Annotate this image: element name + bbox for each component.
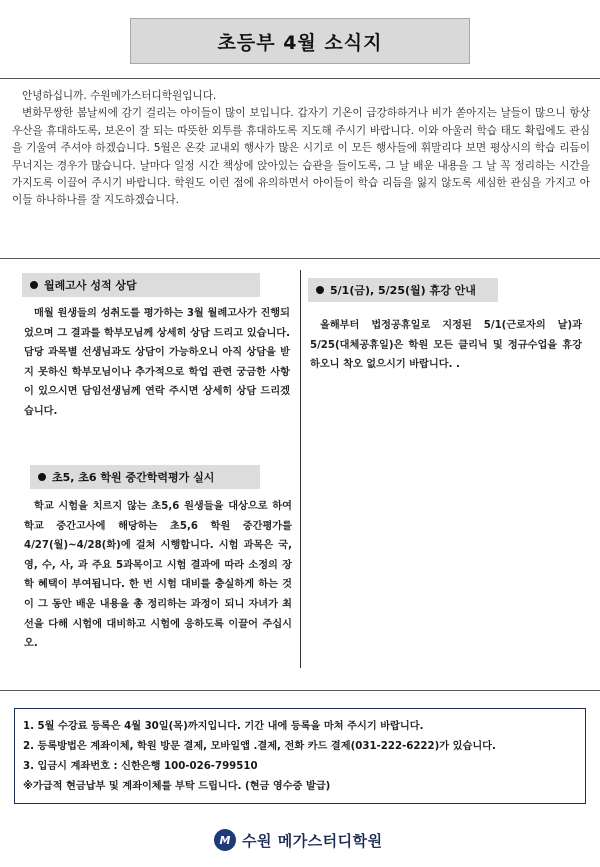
- section-monthly-body: [24, 304, 290, 422]
- notice-line-account: 3. 입금시 계좌번호 : 신한은행 100-026-799510: [23, 761, 258, 772]
- academy-logo: [214, 826, 383, 854]
- registration-notice-box: [14, 708, 586, 804]
- bullet-icon: [316, 286, 324, 294]
- intro-body: 변화무쌍한 봄날씨에 감기 걸리는 아이들이 많이 보입니다. 갑자기 기온이 급강하하거나 비가 쏟아지는 날들이 많으니 항상 우산을 휴대하도록, 보온이 잘 되는 따뜻한 외투를 휴대하도록 지도해 주시기 바랍니다. 이와 아울러 학습 태도 확립에도 관심을 기울여 주셔야 하겠습니다. 5월은 온갖 교내외 행사가 많은 시기로 이 모든 행사들에 휘말리다 보면 평상시의 학습 리듬이 무너지는 경우가 많습니다. 날마다 일정 시간 책상에 앉아있는 습관을 들이도록, 그 날 배운 내용을 그 날 꼭 정리하는 시간을 가지도록 이끌어 주시기 바랍니다. 학원도 이런 점에 유의하면서 아이들이 학습 리듬을 잃지 않도록 세심한 관심을 가지고 아이들 하나하나를 잘 지도하겠습니다.: [12, 107, 590, 207]
- intro-text: [12, 88, 590, 210]
- section-holiday-text: 올해부터 법정공휴일로 지정된 5/1(근로자의 날)과 5/25(대체공휴일)은 학원 모든 클리닉 및 정규수업을 휴강하오니 착오 없으시기 바랍니다. .: [310, 320, 582, 371]
- middle-divider: [0, 258, 600, 259]
- column-divider: [300, 270, 301, 668]
- notice-line-request: ※가급적 현금납부 및 계좌이체를 부탁 드립니다. (현금 영수증 발급): [23, 781, 331, 792]
- section-monthly-heading: [22, 273, 260, 297]
- notice-line-deadline: 1. 5월 수강료 등록은 4월 30일(목)까지입니다. 기간 내에 등록을 마쳐 주시기 바랍니다.: [23, 721, 424, 732]
- section-midterm-text: 학교 시험을 치르지 않는 초5,6 원생들을 대상으로 하여 학교 중간고사에 해당하는 초5,6 학원 중간평가를 4/27(월)~4/28(화)에 걸쳐 시행합니다. 시험 과목은 국, 영, 수, 사, 과 주요 5과목이고 시험 결과에 따라 소정의 장학 혜택이 부여됩니다. 한 번 시험 대비를 충실하게 하는 것이 그 동안 배운 내용을 총 정리하는 과정이 되니 자녀가 최선을 다해 시험에 대비하고 시험에 응하도록 이끌어 주십시오.: [24, 501, 292, 650]
- notice-line-payment-methods: 2. 등록방법은 계좌이체, 학원 방문 결제, 모바일앱 .결제, 전화 카드 결제(031-222-6222)가 있습니다.: [23, 741, 496, 752]
- section-midterm-body: [24, 497, 292, 654]
- section-monthly-title: 월례고사 성적 상담: [44, 279, 137, 292]
- section-holiday-heading: [308, 278, 498, 302]
- bullet-icon: [30, 281, 38, 289]
- intro-greeting: 안녕하십니까. 수원메가스터디학원입니다.: [22, 90, 217, 102]
- megastudy-logo-icon: M: [214, 829, 236, 851]
- top-divider: [0, 78, 600, 79]
- academy-name: 수원 메가스터디학원: [242, 831, 383, 850]
- bullet-icon: [38, 473, 46, 481]
- section-holiday-title: 5/1(금), 5/25(월) 휴강 안내: [330, 284, 476, 297]
- newsletter-title: 초등부 4월 소식지: [130, 18, 470, 64]
- bottom-divider: [0, 690, 600, 691]
- section-midterm-heading: [30, 465, 260, 489]
- section-monthly-text: 매월 원생들의 성취도를 평가하는 3월 월례고사가 진행되었으며 그 결과를 학부모님께 상세히 상담 드리고 있습니다. 담당 과목별 선생님과도 상담이 가능하오니 아직 상담을 받지 못하신 학부모님이나 추가적으로 학업 관련 궁금한 사항이 있으시면 담임선생님께 연락 주시면 상세히 상담 드리겠습니다.: [24, 308, 290, 417]
- section-holiday-body: [310, 316, 582, 375]
- section-midterm-title: 초5, 초6 학원 중간학력평가 실시: [52, 471, 215, 484]
